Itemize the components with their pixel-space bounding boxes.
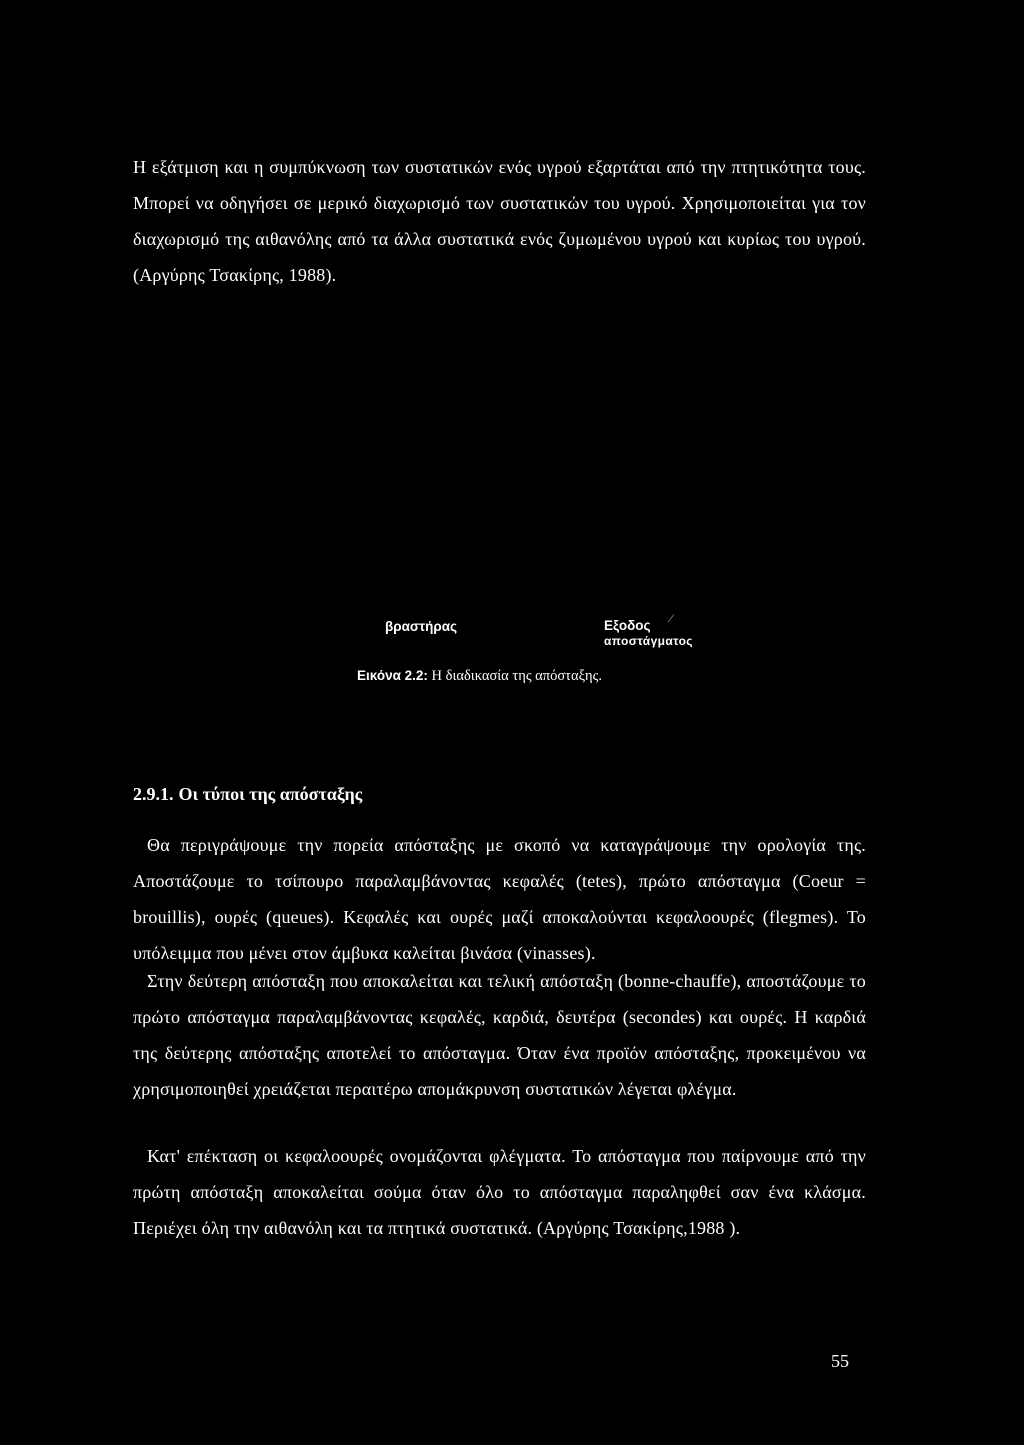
paragraph-second-distillation: Στην δεύτερη απόσταξη που αποκαλείται και τελική απόσταξη (bonne-chauffe), αποστάζουμε το πρώτο απόσταγμα παραλαμβάνοντας κεφαλές, καρδιά, δευτέρα (secondes) και ουρές. Η καρδιά της δεύτερης απόσταξης αποτελεί το απόσταγμα. Όταν ένα προϊόν απόσταξης, προκειμένου να χρησιμοποιηθεί χρειάζεται περαιτέρω απομάκρυνση συστατικών λέγεται φλέγμα.: [133, 971, 866, 1099]
section-title: Οι τύποι της απόσταξης: [178, 784, 363, 804]
section-number: 2.9.1.: [133, 784, 174, 804]
figure-label-boiler: βραστήρας: [385, 619, 458, 634]
page-number: 55: [831, 1351, 849, 1371]
figure-caption-label: Εικόνα 2.2:: [357, 668, 428, 683]
paragraph-extension: Κατ' επέκταση οι κεφαλοουρές ονομάζονται φλέγματα. Το απόσταγμα που παίρνουμε από την πρώτη απόσταξη αποκαλείται σούμα όταν όλο το απόσταγμα παραληφθεί σαν ένα κλάσμα. Περιέχει όλη την αιθανόλη και τα πτητικά συστατικά. (Αργύρης Τσακίρης,1988 ).: [133, 1146, 866, 1238]
section-heading: [133, 783, 362, 805]
figure-caption-text: Η διαδικασία της απόσταξης.: [427, 668, 603, 684]
exit-arrow-icon: ⁄: [670, 611, 673, 625]
paragraph-intro: Η εξάτμιση και η συμπύκνωση των συστατικών ενός υγρού εξαρτάται από την πτητικότητα τους. Μπορεί να οδηγήσει σε μερικό διαχωρισμό των συστατικών του υγρού. Χρησιμοποιείται για τον διαχωρισμό της αιθανόλης από τα άλλα συστατικά ενός ζυμωμένου υγρού και κυρίως του υγρού. (Αργύρης Τσακίρης, 1988).: [133, 157, 866, 285]
paragraph-types: Θα περιγράψουμε την πορεία απόσταξης με σκοπό να καταγράψουμε την ορολογία της. Αποστάζουμε το τσίπουρο παραλαμβάνοντας κεφαλές (tetes), πρώτο απόσταγμα (Coeur = brouillis), ουρές (queues). Κεφαλές και ουρές μαζί αποκαλούνται κεφαλοουρές (flegmes). Το υπόλειμμα που μένει στον άμβυκα καλείται βινάσα (vinasses).: [133, 835, 866, 963]
figure-caption: [357, 667, 602, 685]
figure-label-exit-line1: Εξοδος: [604, 618, 651, 633]
figure-label-exit-line2: αποστάγματος: [604, 634, 693, 648]
figure-label-distillate-exit: [604, 619, 693, 648]
